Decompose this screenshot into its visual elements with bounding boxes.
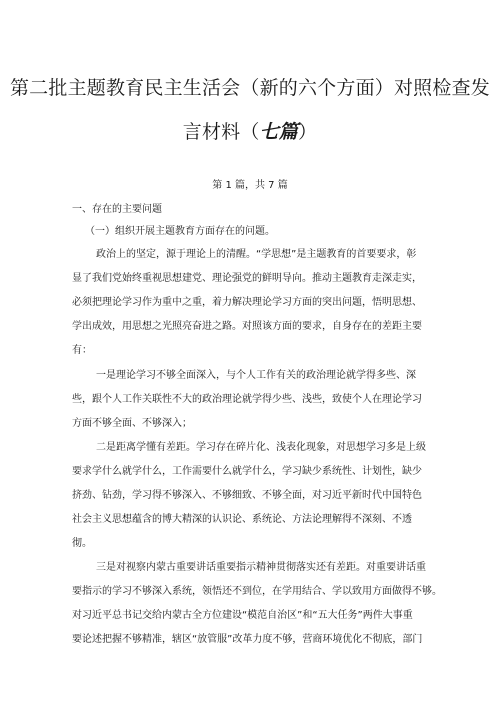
paragraph-line: 方面不够全面、不够深入； [72, 418, 192, 429]
title-line2-end: ） [298, 121, 318, 143]
title-line2-emphasis: 七篇 [259, 121, 298, 143]
section-heading: 一、存在的主要问题 [72, 204, 162, 215]
paragraph-line: 三是对视察内蒙古重要讲话重要指示精神贯彻落实还有差距。对重要讲话重 [96, 562, 426, 573]
document-title-line-2 [0, 117, 500, 144]
paragraph-line: 挤劲、钻劲，学习得不够深入、不够细致、不够全面，对习近平新时代中国特色 [72, 490, 422, 501]
paragraph-line: 有： [72, 345, 92, 356]
document-title-line-1: 第二批主题教育民主生活会（新的六个方面）对照检查发 [9, 77, 490, 99]
paragraph-line: 二是距离学懂有差距。学习存在碎片化、浅表化现象，对思想学习多是上级 [96, 442, 426, 453]
paragraph-line: 政治上的坚定，源于理论上的清醒。“学思想”是主题教育的首要要求，彰 [96, 249, 417, 260]
paragraph-line: 要论述把握不够精准，辖区“放管服”改革力度不够，营商环境优化不彻底，部门 [72, 634, 423, 645]
paragraph-line: 彻。 [72, 538, 92, 549]
paragraph-line: 要指示的学习不够深入系统，领悟还不到位，在学用结合、学以致用方面做得不够。 [72, 586, 442, 597]
paragraph-line: 些，跟个人工作关联性不大的政治理论就学得少些、浅些，致使个人在理论学习 [72, 394, 422, 405]
paragraph-line: 学出成效，用思想之光照亮奋进之路。对照该方面的要求，自身存在的差距主要 [72, 321, 422, 332]
subsection-heading: （一）组织开展主题教育方面存在的问题。 [85, 226, 275, 237]
paragraph-line: 显了我们党始终重视思想建党、理论强党的鲜明导向。推动主题教育走深走实， [72, 273, 422, 284]
paragraph-line: 一是理论学习不够全面深入，与个人工作有关的政治理论就学得多些、深 [96, 370, 416, 381]
page-indicator: 第 1 篇，共 7 篇 [212, 180, 288, 191]
paragraph-line: 对习近平总书记交给内蒙古全方位建设“模范自治区”和“五大任务”两件大事重 [72, 610, 413, 621]
paragraph-line: 社会主义思想蕴含的博大精深的认识论、系统论、方法论理解得不深刻、不透 [72, 514, 412, 525]
paragraph-line: 必须把理论学习作为重中之重，着力解决理论学习方面的突出问题，悟明思想、 [72, 297, 422, 308]
paragraph-line: 要求学什么就学什么，工作需要什么就学什么，学习缺少系统性、计划性，缺少 [72, 466, 422, 477]
title-line2-main: 言材料（ [182, 121, 260, 143]
